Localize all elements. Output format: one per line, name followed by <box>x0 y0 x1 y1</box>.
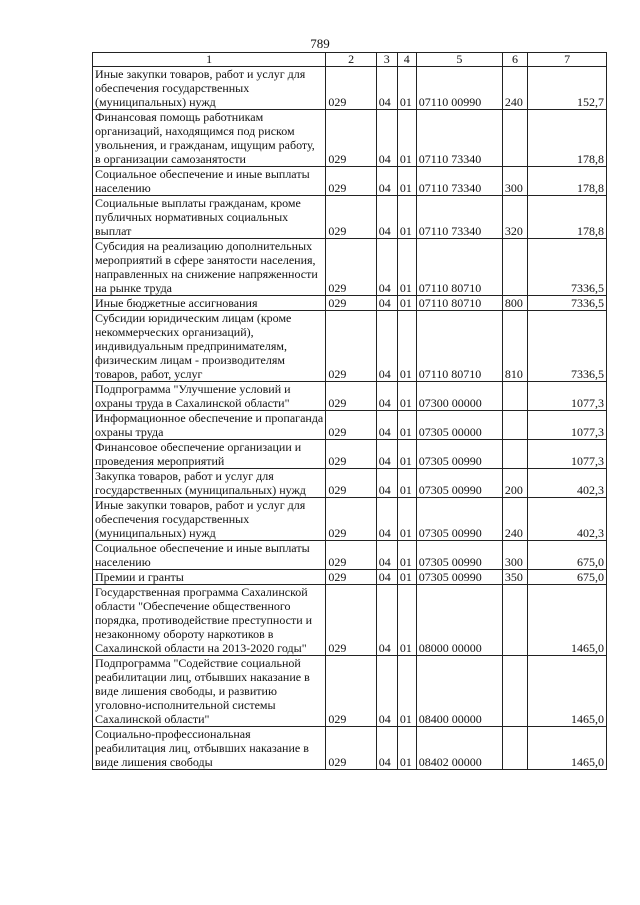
table-row <box>93 570 607 585</box>
row-expense-type-cell <box>502 585 527 656</box>
row-subsection-cell: 01 <box>397 382 416 411</box>
row-admin-code-cell: 029 <box>326 498 376 541</box>
row-expense-type-cell: 350 <box>502 570 527 585</box>
row-target-code-cell: 07110 80710 <box>416 239 502 296</box>
row-subsection-cell: 01 <box>397 196 416 239</box>
table-row <box>93 585 607 656</box>
row-section-cell: 04 <box>376 469 397 498</box>
row-admin-code-cell: 029 <box>326 296 376 311</box>
row-admin-code-cell: 029 <box>326 167 376 196</box>
row-expense-type-cell: 240 <box>502 498 527 541</box>
row-name-cell: Иные бюджетные ассигнования <box>93 296 326 311</box>
row-section-cell: 04 <box>376 382 397 411</box>
row-name-cell: Иные закупки товаров, работ и услуг для обеспечения государственных (муниципальных) нужд <box>93 498 326 541</box>
column-header: 2 <box>326 53 376 67</box>
row-name-cell: Закупка товаров, работ и услуг для государственных (муниципальных) нужд <box>93 469 326 498</box>
row-target-code-cell: 07300 00000 <box>416 382 502 411</box>
row-admin-code-cell: 029 <box>326 411 376 440</box>
row-target-code-cell: 07305 00990 <box>416 498 502 541</box>
row-subsection-cell: 01 <box>397 239 416 296</box>
row-target-code-cell: 07110 80710 <box>416 311 502 382</box>
row-admin-code-cell: 029 <box>326 110 376 167</box>
row-target-code-cell: 07305 00000 <box>416 411 502 440</box>
table-body <box>93 67 607 770</box>
row-amount-cell: 1465,0 <box>528 585 607 656</box>
row-name-cell: Премии и гранты <box>93 570 326 585</box>
row-subsection-cell: 01 <box>397 469 416 498</box>
column-header: 4 <box>397 53 416 67</box>
row-name-cell: Социальное обеспечение и иные выплаты населению <box>93 167 326 196</box>
row-target-code-cell: 07305 00990 <box>416 440 502 469</box>
row-section-cell: 04 <box>376 570 397 585</box>
row-admin-code-cell: 029 <box>326 239 376 296</box>
row-section-cell: 04 <box>376 67 397 110</box>
row-admin-code-cell: 029 <box>326 440 376 469</box>
row-target-code-cell: 08000 00000 <box>416 585 502 656</box>
row-expense-type-cell: 300 <box>502 167 527 196</box>
row-subsection-cell: 01 <box>397 440 416 469</box>
row-amount-cell: 1465,0 <box>528 656 607 727</box>
row-subsection-cell: 01 <box>397 656 416 727</box>
table-row <box>93 110 607 167</box>
row-expense-type-cell: 240 <box>502 67 527 110</box>
table-row <box>93 311 607 382</box>
column-header: 1 <box>93 53 326 67</box>
row-expense-type-cell: 810 <box>502 311 527 382</box>
row-name-cell: Финансовая помощь работникам организаций, находящимся под риском увольнения, и гражданам, ищущим работу, в организации самозанятости <box>93 110 326 167</box>
row-amount-cell: 178,8 <box>528 196 607 239</box>
row-target-code-cell: 07110 80710 <box>416 296 502 311</box>
row-subsection-cell: 01 <box>397 110 416 167</box>
row-expense-type-cell <box>502 656 527 727</box>
row-expense-type-cell: 200 <box>502 469 527 498</box>
row-expense-type-cell: 800 <box>502 296 527 311</box>
row-name-cell: Социальное обеспечение и иные выплаты населению <box>93 541 326 570</box>
row-amount-cell: 178,8 <box>528 110 607 167</box>
row-amount-cell: 675,0 <box>528 541 607 570</box>
row-name-cell: Субсидии юридическим лицам (кроме некоммерческих организаций), индивидуальным предпринимателям, физическим лицам - производителям товаров, работ, услуг <box>93 311 326 382</box>
row-subsection-cell: 01 <box>397 498 416 541</box>
row-admin-code-cell: 029 <box>326 570 376 585</box>
row-amount-cell: 152,7 <box>528 67 607 110</box>
row-name-cell: Подпрограмма "Содействие социальной реабилитации лиц, отбывших наказание в виде лишения свободы, и развитию уголовно-исполнительной системы Сахалинской области" <box>93 656 326 727</box>
row-section-cell: 04 <box>376 656 397 727</box>
row-subsection-cell: 01 <box>397 585 416 656</box>
row-section-cell: 04 <box>376 498 397 541</box>
row-expense-type-cell: 300 <box>502 541 527 570</box>
row-section-cell: 04 <box>376 440 397 469</box>
row-section-cell: 04 <box>376 585 397 656</box>
row-amount-cell: 7336,5 <box>528 311 607 382</box>
table-row <box>93 656 607 727</box>
page-number: 789 <box>310 36 330 51</box>
row-admin-code-cell: 029 <box>326 541 376 570</box>
table-row <box>93 411 607 440</box>
column-header: 6 <box>502 53 527 67</box>
row-amount-cell: 178,8 <box>528 167 607 196</box>
table-row <box>93 239 607 296</box>
row-admin-code-cell: 029 <box>326 311 376 382</box>
row-subsection-cell: 01 <box>397 167 416 196</box>
row-subsection-cell: 01 <box>397 541 416 570</box>
row-name-cell: Субсидия на реализацию дополнительных мероприятий в сфере занятости населения, направленных на снижение напряженности на рынке труда <box>93 239 326 296</box>
column-header: 3 <box>376 53 397 67</box>
row-section-cell: 04 <box>376 311 397 382</box>
row-target-code-cell: 07110 73340 <box>416 196 502 239</box>
row-amount-cell: 1465,0 <box>528 727 607 770</box>
row-expense-type-cell <box>502 440 527 469</box>
table-row <box>93 440 607 469</box>
row-name-cell: Иные закупки товаров, работ и услуг для обеспечения государственных (муниципальных) нужд <box>93 67 326 110</box>
row-amount-cell: 1077,3 <box>528 382 607 411</box>
row-expense-type-cell <box>502 727 527 770</box>
column-header: 7 <box>528 53 607 67</box>
table-row <box>93 167 607 196</box>
row-target-code-cell: 07110 73340 <box>416 167 502 196</box>
table-row <box>93 67 607 110</box>
row-name-cell: Государственная программа Сахалинской области "Обеспечение общественного порядка, противодействие преступности и незаконному обороту наркотиков в Сахалинской области на 2013-2020 годы" <box>93 585 326 656</box>
row-name-cell: Подпрограмма "Улучшение условий и охраны труда в Сахалинской области" <box>93 382 326 411</box>
row-expense-type-cell <box>502 239 527 296</box>
row-expense-type-cell <box>502 382 527 411</box>
row-admin-code-cell: 029 <box>326 656 376 727</box>
table-row <box>93 498 607 541</box>
row-expense-type-cell <box>502 411 527 440</box>
column-number-row <box>93 53 607 67</box>
table-row <box>93 541 607 570</box>
row-section-cell: 04 <box>376 110 397 167</box>
row-target-code-cell: 07110 00990 <box>416 67 502 110</box>
budget-table <box>92 52 607 770</box>
table-row <box>93 296 607 311</box>
row-section-cell: 04 <box>376 196 397 239</box>
row-target-code-cell: 07305 00990 <box>416 570 502 585</box>
row-name-cell: Информационное обеспечение и пропаганда охраны труда <box>93 411 326 440</box>
row-section-cell: 04 <box>376 411 397 440</box>
row-subsection-cell: 01 <box>397 727 416 770</box>
row-section-cell: 04 <box>376 296 397 311</box>
table-row <box>93 469 607 498</box>
row-expense-type-cell: 320 <box>502 196 527 239</box>
row-subsection-cell: 01 <box>397 67 416 110</box>
row-target-code-cell: 07305 00990 <box>416 541 502 570</box>
row-subsection-cell: 01 <box>397 411 416 440</box>
row-amount-cell: 402,3 <box>528 498 607 541</box>
table-row <box>93 727 607 770</box>
row-amount-cell: 402,3 <box>528 469 607 498</box>
row-amount-cell: 675,0 <box>528 570 607 585</box>
row-amount-cell: 7336,5 <box>528 296 607 311</box>
row-section-cell: 04 <box>376 239 397 296</box>
row-section-cell: 04 <box>376 727 397 770</box>
row-amount-cell: 7336,5 <box>528 239 607 296</box>
row-admin-code-cell: 029 <box>326 727 376 770</box>
row-admin-code-cell: 029 <box>326 469 376 498</box>
row-section-cell: 04 <box>376 167 397 196</box>
row-admin-code-cell: 029 <box>326 196 376 239</box>
row-admin-code-cell: 029 <box>326 67 376 110</box>
row-name-cell: Социальные выплаты гражданам, кроме публичных нормативных социальных выплат <box>93 196 326 239</box>
row-subsection-cell: 01 <box>397 311 416 382</box>
row-target-code-cell: 08400 00000 <box>416 656 502 727</box>
row-subsection-cell: 01 <box>397 296 416 311</box>
row-target-code-cell: 07305 00990 <box>416 469 502 498</box>
column-header: 5 <box>416 53 502 67</box>
row-admin-code-cell: 029 <box>326 382 376 411</box>
row-section-cell: 04 <box>376 541 397 570</box>
row-admin-code-cell: 029 <box>326 585 376 656</box>
row-amount-cell: 1077,3 <box>528 440 607 469</box>
row-subsection-cell: 01 <box>397 570 416 585</box>
row-expense-type-cell <box>502 110 527 167</box>
row-name-cell: Финансовое обеспечение организации и проведения мероприятий <box>93 440 326 469</box>
row-amount-cell: 1077,3 <box>528 411 607 440</box>
row-target-code-cell: 07110 73340 <box>416 110 502 167</box>
row-target-code-cell: 08402 00000 <box>416 727 502 770</box>
row-name-cell: Социально-профессиональная реабилитация лиц, отбывших наказание в виде лишения свободы <box>93 727 326 770</box>
table-row <box>93 196 607 239</box>
table-row <box>93 382 607 411</box>
